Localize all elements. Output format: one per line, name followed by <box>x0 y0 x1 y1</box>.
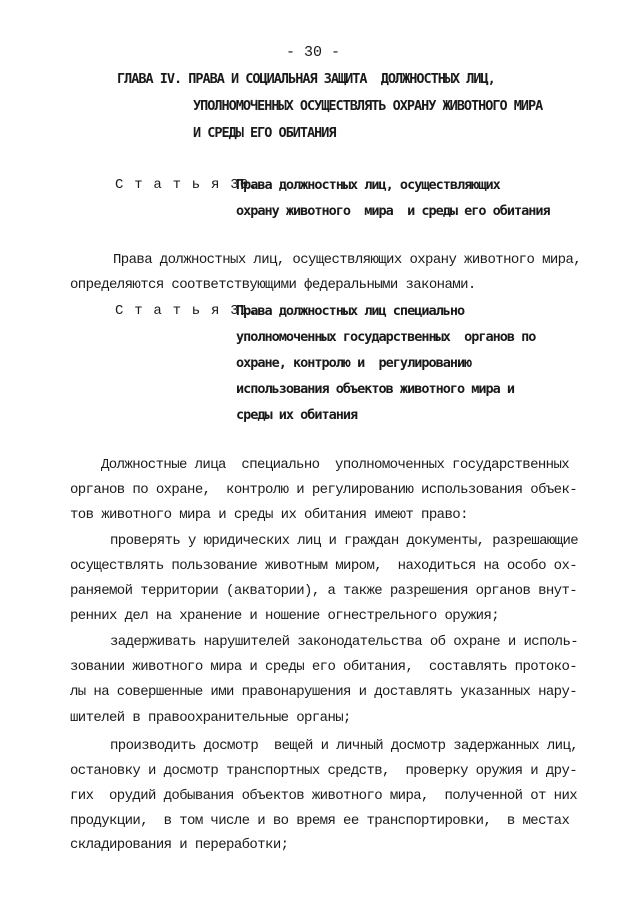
article-31-body-line-9: зовании животного мира и среды его обитания, составлять протоко- <box>70 659 578 675</box>
article-31-body-line-15: продукции, в том числе и во время ее транспортировки, в местах <box>70 813 570 829</box>
article-31-body-line-7: ренних дел на хранение и ношение огнестрельного оружия; <box>70 608 500 624</box>
article-31-body-line-6: раняемой территории (акватории), а также разрешения органов внут- <box>70 583 578 599</box>
article-31-title-line-2: уполномоченных государственных органов по <box>236 329 536 345</box>
chapter-heading-line-3: И СРЕДЫ ЕГО ОБИТАНИЯ <box>193 125 336 141</box>
article-30-title-line-1: Права должностных лиц, осуществляющих <box>236 177 500 193</box>
article-31-label: С т а т ь я 31. <box>115 303 260 319</box>
article-30-body-line-2: определяются соответствующими федеральными законами. <box>70 277 476 293</box>
article-31-title-line-3: охране, контролю и регулированию <box>236 355 472 371</box>
article-31-body-line-2: органов по охране, контролю и регулированию использования объек- <box>70 482 578 498</box>
chapter-heading-line-2: УПОЛНОМОЧЕННЫХ ОСУЩЕСТВЛЯТЬ ОХРАНУ ЖИВОТНОГО МИРА <box>193 98 543 114</box>
article-31-body-line-16: складирования и переработки; <box>70 837 289 853</box>
article-30-body-line-1: Права должностных лиц, осуществляющих охрану животного мира, <box>113 252 582 268</box>
article-31-body-line-8: задерживать нарушителей законодательства об охране и исполь- <box>110 634 579 650</box>
article-31-body-line-3: тов животного мира и среды их обитания имеют право: <box>70 507 468 523</box>
article-31-title-line-4: использования объектов животного мира и <box>236 381 514 397</box>
article-31-title-line-1: Права должностных лиц специально <box>236 303 465 319</box>
article-31-body-line-4: проверять у юридических лиц и граждан документы, разрешающие <box>110 533 579 549</box>
article-31-title-line-5: среды их обитания <box>236 407 358 423</box>
chapter-heading-line-1: ГЛАВА IV. ПРАВА И СОЦИАЛЬНАЯ ЗАЩИТА ДОЛЖНОСТНЫХ ЛИЦ, <box>117 71 495 87</box>
article-30-label: С т а т ь я 30. <box>115 177 260 193</box>
article-31-body-line-13: остановку и досмотр транспортных средств, проверку оружия и дру- <box>70 763 578 779</box>
article-31-body-line-11: шителей в правоохранительные органы; <box>70 710 351 726</box>
article-31-body-line-5: осуществлять пользование животным миром, находиться на особо ох- <box>70 558 578 574</box>
page-number: - 30 - <box>286 44 341 61</box>
article-31-body-line-12: производить досмотр вещей и личный досмотр задержанных лиц, <box>110 738 579 754</box>
article-31-body-line-1: Должностные лица специально уполномоченных государственных <box>101 457 570 473</box>
article-31-body-line-14: гих орудий добывания объектов животного мира, полученной от них <box>70 788 578 804</box>
article-31-body-line-10: лы на совершенные ими правонарушения и доставлять указанных нару- <box>70 684 578 700</box>
article-30-title-line-2: охрану животного мира и среды его обитания <box>236 203 550 219</box>
